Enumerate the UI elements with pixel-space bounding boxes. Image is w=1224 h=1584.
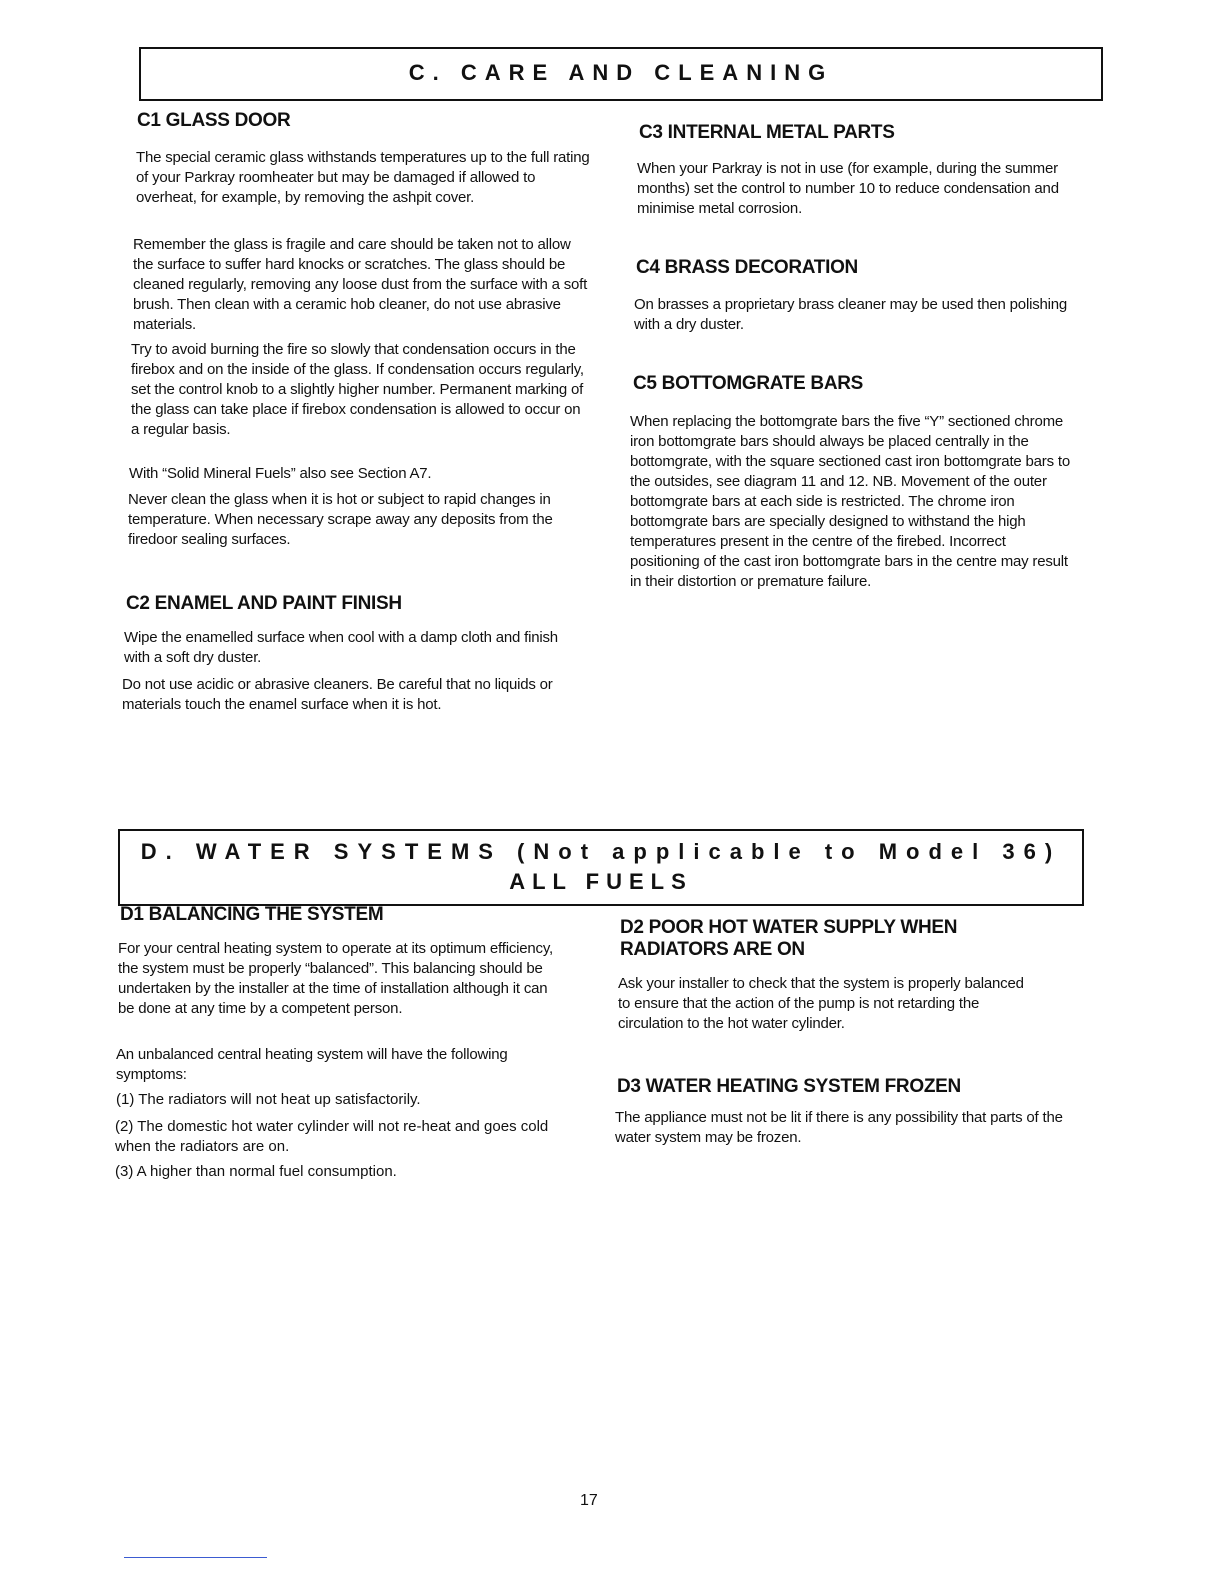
d1-paragraph-2: An unbalanced central heating system will have the following symptoms: [116, 1046, 508, 1083]
c1-paragraph-1: The special ceramic glass withstands temperatures up to the full rating of your Parkray roomheater but may be damaged if allowed to overheat, for example, by removing the ashpit cover. [136, 149, 590, 206]
c1-paragraph-4: With “Solid Mineral Fuels” also see Section A7. [129, 465, 432, 482]
section-c-title: C. CARE AND CLEANING [408, 60, 834, 85]
c2-paragraph-1: Wipe the enamelled surface when cool with a damp cloth and finish with a soft dry duster. [124, 629, 558, 666]
c1-paragraph-3: Try to avoid burning the fire so slowly that condensation occurs in the firebox and on the inside of the glass. If condensation occurs regularly, set the control knob to a slightly higher number. Permanent marking of the glass can take place if firebox condensation is allowed to occur on a regular basis. [131, 341, 584, 438]
d3-paragraph-1: The appliance must not be lit if there is any possibility that parts of the water system may be frozen. [615, 1109, 1063, 1146]
c4-heading: C4 BRASS DECORATION [636, 257, 858, 278]
c5-paragraph-1: When replacing the bottomgrate bars the five “Y” sectioned chrome iron bottomgrate bars should always be placed centrally in the bottomgrate, with the square sectioned cast iron bottomgrate bars to the outsides, see diagram 11 and 12. NB. Movement of the outer bottomgrate bars at each side is restricted. The chrome iron bottomgrate bars are specially designed to withstand the high temperatures present in the centre of the firebed. Incorrect positioning of the cast iron bottomgrate bars in the centre may result in their distortion or premature failure. [630, 413, 1070, 590]
section-d-subtitle: ALL FUELS [509, 869, 693, 894]
section-c-banner [139, 47, 1103, 101]
c2-heading: C2 ENAMEL AND PAINT FINISH [126, 593, 402, 614]
c1-heading: C1 GLASS DOOR [137, 110, 291, 131]
d2-heading: D2 POOR HOT WATER SUPPLY WHEN RADIATORS ARE ON [620, 917, 958, 960]
d3-heading: D3 WATER HEATING SYSTEM FROZEN [617, 1076, 961, 1097]
d1-paragraph-1: For your central heating system to operate at its optimum efficiency, the system must be properly “balanced”. This balancing should be undertaken by the installer at the time of installation although it can be done at any time by a competent person. [118, 940, 554, 1017]
c2-paragraph-2: Do not use acidic or abrasive cleaners. Be careful that no liquids or materials touch the enamel surface when it is hot. [122, 676, 553, 713]
d2-paragraph-1: Ask your installer to check that the system is properly balanced to ensure that the action of the pump is not retarding the circulation to the hot water cylinder. [618, 975, 1024, 1032]
d1-symptom-1: (1) The radiators will not heat up satisfactorily. [116, 1091, 421, 1108]
c1-paragraph-5: Never clean the glass when it is hot or subject to rapid changes in temperature. When necessary scrape away any deposits from the firedoor sealing surfaces. [128, 491, 553, 548]
section-d-banner [118, 829, 1084, 906]
c1-paragraph-2: Remember the glass is fragile and care should be taken not to allow the surface to suffer hard knocks or scratches. The glass should be cleaned regularly, removing any loose dust from the surface with a soft brush. Then clean with a ceramic hob cleaner, do not use abrasive materials. [133, 236, 588, 333]
c3-paragraph-1: When your Parkray is not in use (for example, during the summer months) set the control to number 10 to reduce condensation and minimise metal corrosion. [637, 160, 1059, 217]
c4-paragraph-1: On brasses a proprietary brass cleaner may be used then polishing with a dry duster. [634, 296, 1068, 333]
section-d-title: D. WATER SYSTEMS (Not applicable to Model 36) [140, 839, 1062, 864]
d1-heading: D1 BALANCING THE SYSTEM [120, 904, 384, 925]
d1-symptom-2: (2) The domestic hot water cylinder will not re-heat and goes cold when the radiators are on. [115, 1118, 549, 1155]
c5-heading: C5 BOTTOMGRATE BARS [633, 373, 864, 394]
footer-rule [124, 1557, 267, 1558]
c3-heading: C3 INTERNAL METAL PARTS [639, 122, 895, 143]
d1-symptom-3: (3) A higher than normal fuel consumption. [115, 1163, 397, 1180]
page-number: 17 [580, 1492, 598, 1509]
